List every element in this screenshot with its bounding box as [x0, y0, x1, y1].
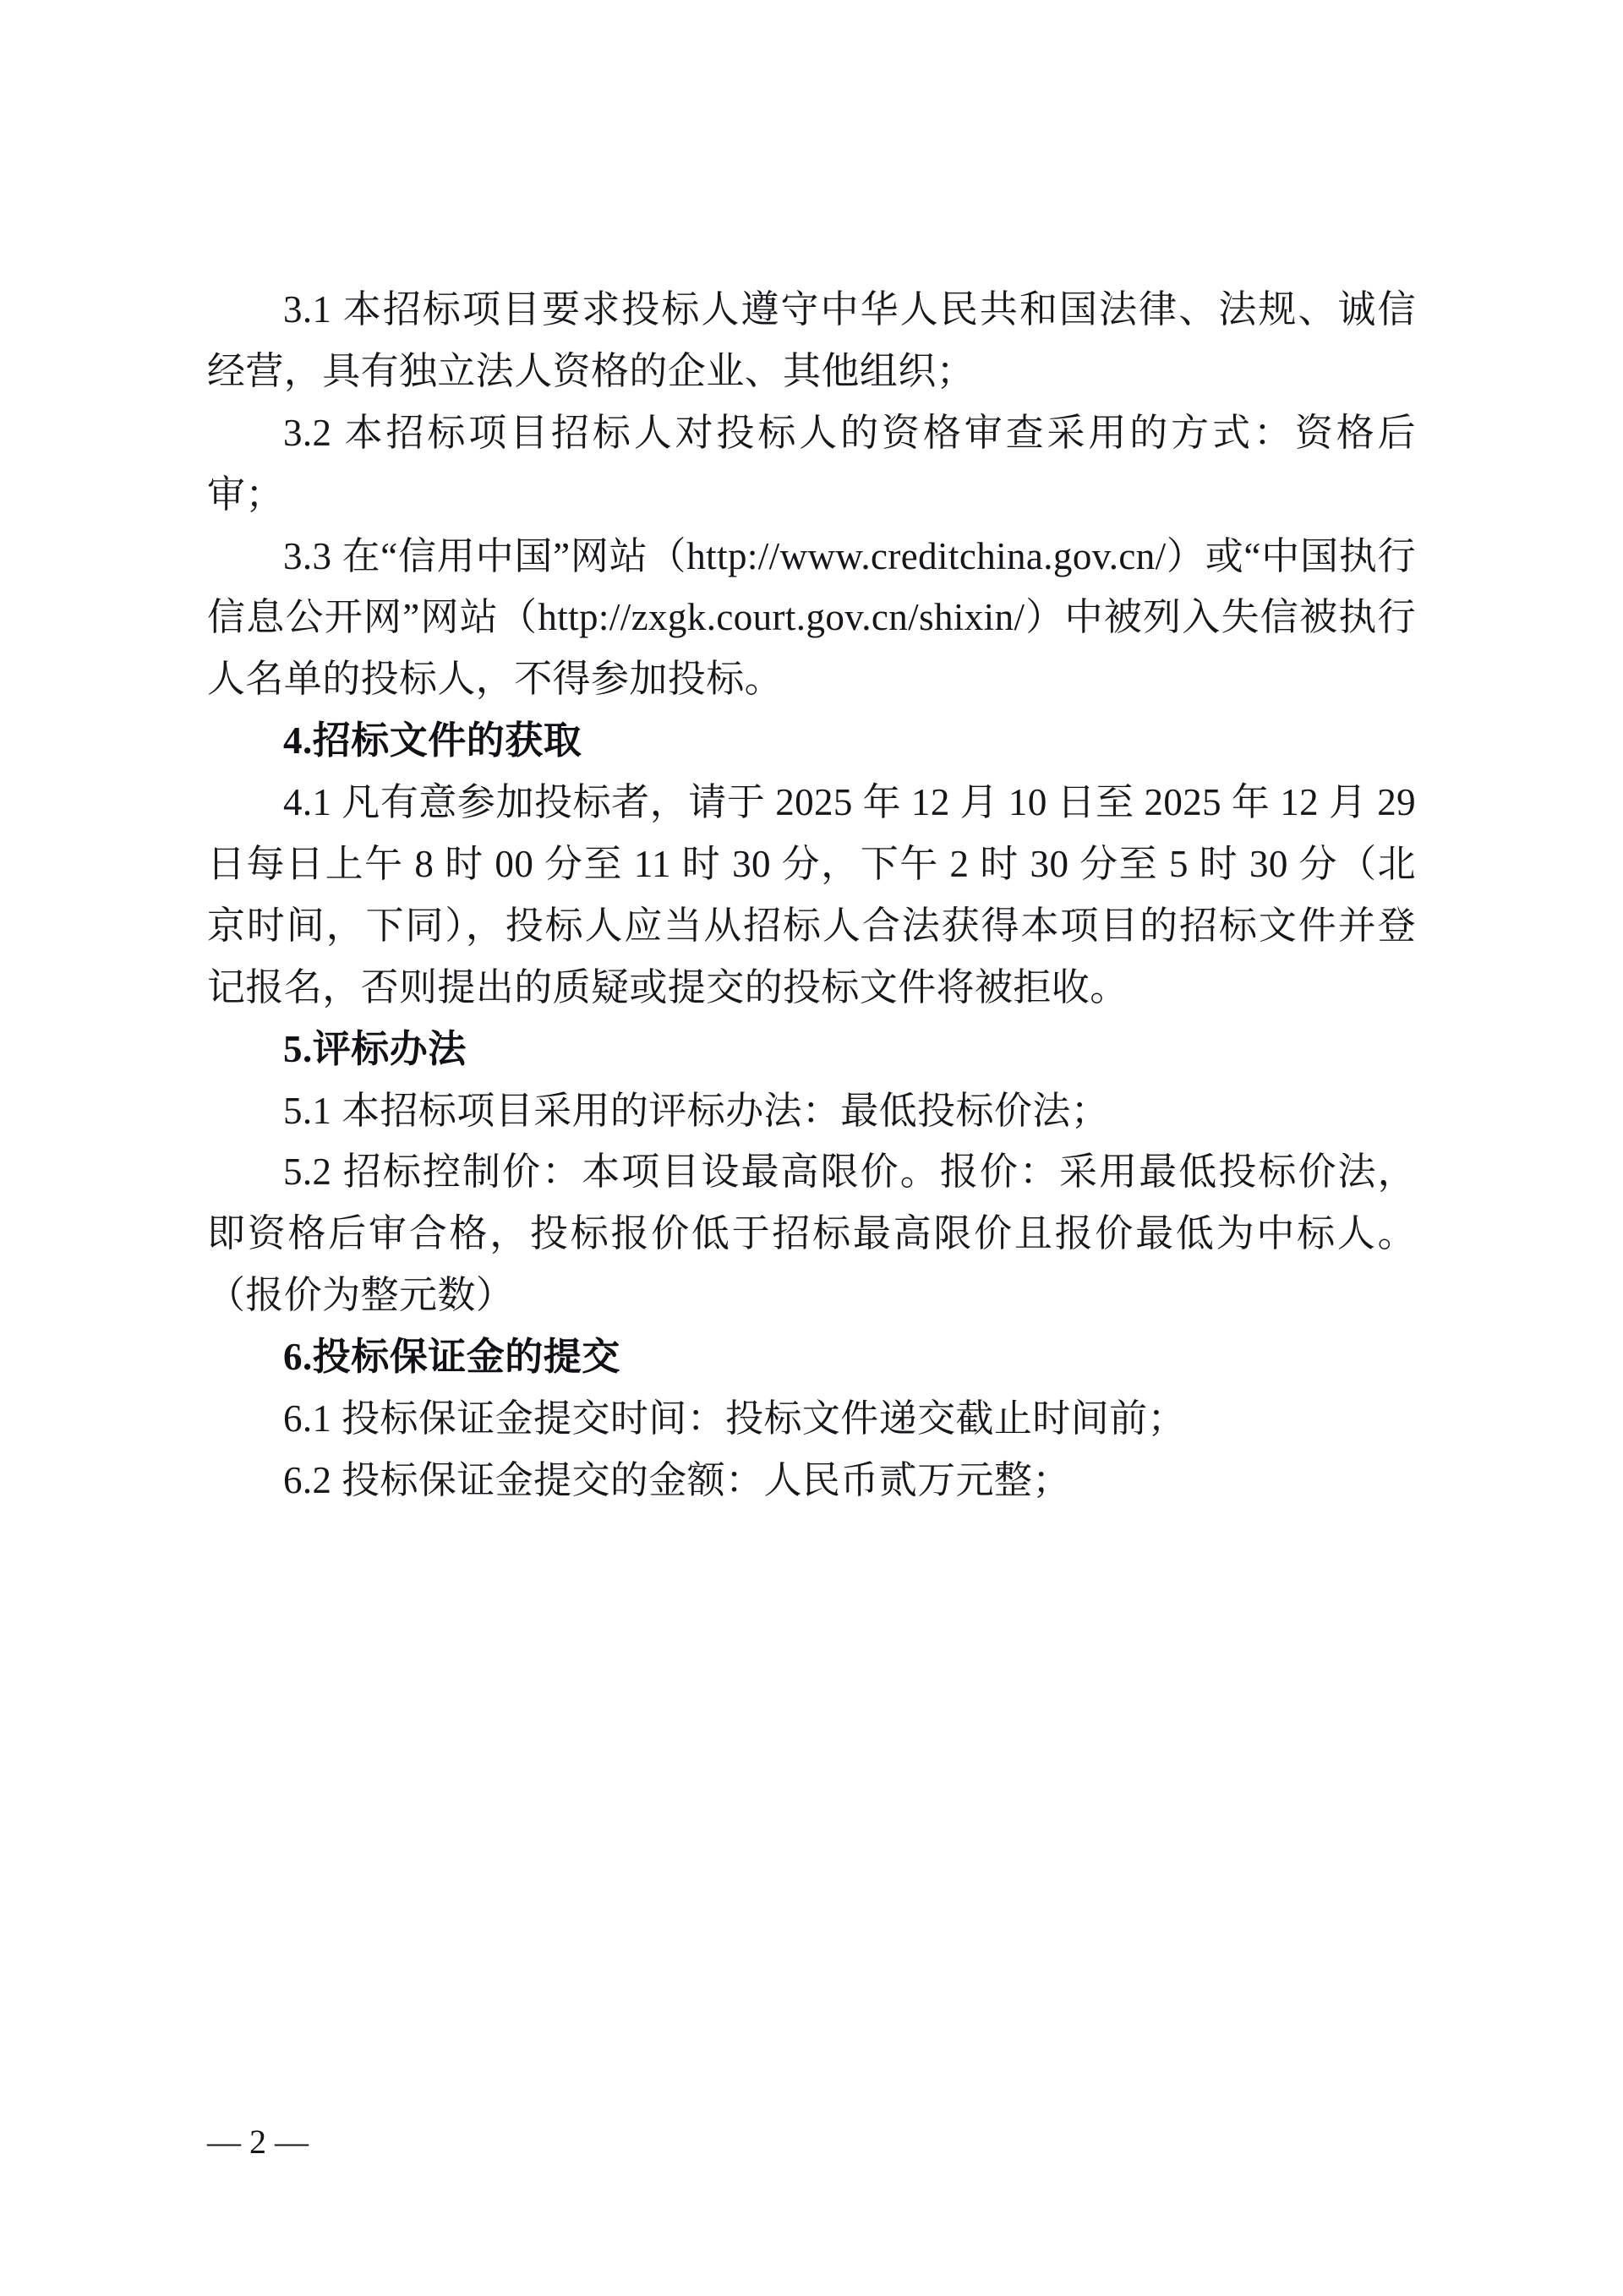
section-6-title: 6.投标保证金的提交 — [283, 1336, 620, 1379]
clause-4-1: 4.1 凡有意参加投标者，请于 2025 年 12 月 10 日至 2025 年 12 月 29 日每日上午 8 时 00 分至 11 时 30 分，下午 2 时 30 分至 5 时 30 分（北京时间，下同），投标人应当从招标人合法获得本项目的招标文件并登记报名，否则提出的质疑或提交的投标文件将被拒收。 — [207, 781, 1416, 1009]
page-number: — 2 — — [207, 2123, 309, 2161]
clause-3-2: 3.2 本招标项目招标人对投标人的资格审查采用的方式：资格后审； — [207, 411, 1416, 516]
clause-6-1: 6.1 投标保证金提交时间：投标文件递交截止时间前； — [283, 1397, 1186, 1440]
clause-3-1: 3.1 本招标项目要求投标人遵守中华人民共和国法律、法规、诚信经营，具有独立法人资格的企业、其他组织； — [207, 288, 1416, 392]
section-4-title: 4.招标文件的获取 — [283, 719, 582, 763]
document-body — [207, 279, 1416, 1512]
clause-5-1: 5.1 本招标项目采用的评标办法：最低投标价法； — [283, 1089, 1110, 1132]
clause-5-2: 5.2 招标控制价：本项目设最高限价。报价：采用最低投标价法，即资格后审合格，投标报价低于招标最高限价且报价最低为中标人。（报价为整元数） — [207, 1151, 1416, 1317]
clause-3-3: 3.3 在“信用中国”网站（http://www.creditchina.gov.cn/）或“中国执行信息公开网”网站（http://zxgk.court.gov.cn/shixin/）中被列入失信被执行人名单的投标人，不得参加投标。 — [207, 534, 1416, 701]
section-5-title: 5.评标办法 — [283, 1027, 467, 1070]
clause-6-2: 6.2 投标保证金提交的金额：人民币贰万元整； — [283, 1458, 1071, 1501]
